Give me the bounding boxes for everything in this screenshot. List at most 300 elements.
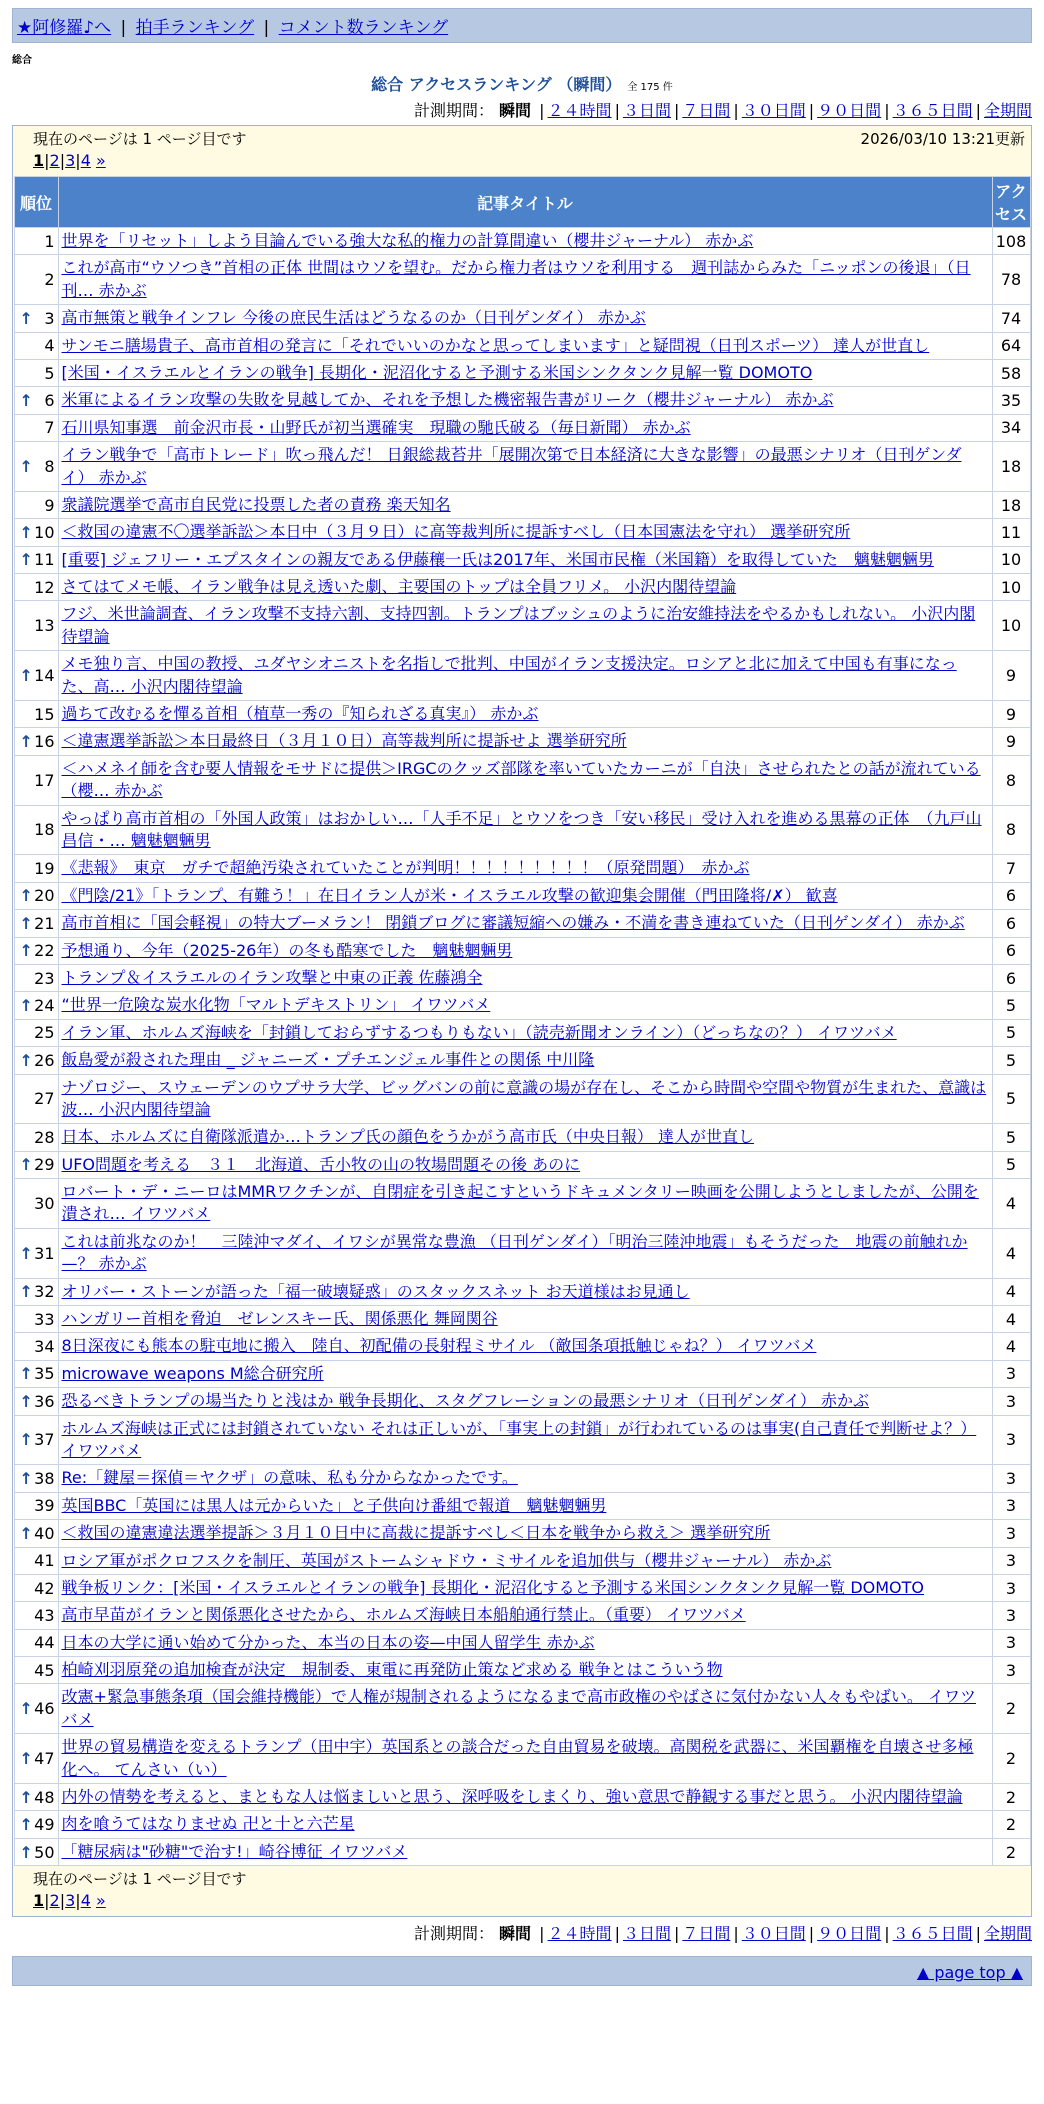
access-count: 58 [992,359,1030,386]
rank-number: 9 [44,495,55,515]
article-title-link[interactable]: 日本の大学に通い始めて分かった、本当の日本の姿—中国人留学生 赤かぶ [61,1632,595,1652]
table-row [14,1602,1030,1629]
title-cell [58,755,992,805]
period-link[interactable]: ７日間 [682,101,731,120]
rank-up-arrow-icon: ↑ [19,457,33,477]
access-count: 6 [992,882,1030,909]
period-current: 瞬間 [499,1924,532,1944]
pager-link[interactable]: 3 [65,151,76,170]
rank-up-arrow-icon: ↑ [19,1050,33,1070]
access-count: 108 [992,228,1030,255]
rank-up-arrow-icon: ↑ [19,886,33,906]
article-title-link[interactable]: ＜違憲選挙訴訟＞本日最終日（３月１０日）高等裁判所に提訴せよ 選挙研究所 [61,731,627,751]
article-title-link[interactable]: ＜救国の違憲違法選挙提訴＞３月１０日中に高裁に提訴すべし＜日本を戦争から救え＞ 選挙研究所 [61,1523,771,1543]
title-cell [58,1520,992,1547]
title-cell [58,882,992,909]
table-row [14,1684,1030,1734]
title-cell [58,305,992,332]
period-separator: | [614,1924,620,1944]
rank-number: 23 [34,968,55,988]
access-count: 3 [992,1657,1030,1684]
period-link[interactable]: ３日間 [622,1924,671,1944]
table-row [14,1179,1030,1229]
table-row [14,701,1030,728]
rank-up-arrow-icon: ↑ [19,913,33,933]
access-count: 3 [992,1547,1030,1574]
rank-cell [14,728,58,755]
page-info-text-bottom: 現在のページは 1 ページ目です [33,1870,247,1889]
access-count: 2 [992,1838,1030,1865]
period-separator: | [808,101,815,120]
pager-link[interactable]: 2 [49,1891,60,1911]
period-link[interactable]: 全期間 [983,1924,1032,1944]
article-title-link[interactable]: 内外の情勢を考えると、まともな人は悩ましいと思う、深呼吸をしまくり、強い意思で静観する事だと思う。 小沢内閣待望論 [61,1787,963,1807]
article-title-link[interactable]: イラン戦争で「高市トレード」吹っ飛んだ！ 日銀総裁苔井「展開次第で日本経済に大きな影響」の最悪シナリオ（日刊ゲンダイ） 赤かぶ [61,445,962,487]
rank-up-arrow-icon: ↑ [19,1815,33,1835]
article-title-link[interactable]: サンモニ膳場貴子、高市首相の発言に「それでいいのかなと思ってしまいます」と疑問視（日刊スポーツ） 達人が世直し [61,335,930,355]
rank-cell [14,387,58,414]
title-cell [58,601,992,651]
period-separator: | [733,101,739,120]
article-title-link[interactable]: さてはてメモ帳、イラン戦争は見え透いた劇、主要国のトップは全員フリメ。 小沢内閣待望論 [61,577,737,597]
title-cell [58,1811,992,1838]
rank-cell [14,1602,58,1629]
rank-number: 40 [34,1523,55,1543]
rank-up-arrow-icon: ↑ [19,996,33,1016]
rank-up-arrow-icon: ↑ [19,1391,33,1411]
rank-number: 44 [34,1633,55,1653]
rank-cell [14,1151,58,1178]
period-link[interactable]: ３６５日間 [892,101,973,120]
rank-number: 11 [34,550,55,570]
title-cell [58,1333,992,1360]
table-row [14,992,1030,1019]
rank-up-arrow-icon: ↑ [19,1364,33,1384]
title-cell [58,442,992,492]
period-link[interactable]: ７日間 [682,1924,731,1944]
period-link[interactable]: 全期間 [983,101,1032,120]
title-cell [58,1838,992,1865]
access-count: 5 [992,1074,1030,1124]
table-row [14,1306,1030,1333]
access-count: 3 [992,1602,1030,1629]
article-title-link[interactable]: ホルムズ海峡は正式には封鎖されていない それは正しいが、「事実上の封鎖」が行われているのは事実(自己責任で判断せよ？）イワツバメ [61,1418,977,1460]
rank-cell [14,332,58,359]
article-title-link[interactable]: Re:「鍵屋＝探偵＝ヤクザ」の意味、私も分からなかったです。 [61,1468,518,1488]
article-title-link[interactable]: やっぱり高市首相の「外国人政策」はおかしい…「人手不足」とウソをつき「安い移民」受け入れを進める黒幕の正体 （九戸山 昌信・… 魑魅魍魎男 [61,808,982,850]
article-title-link[interactable]: 飯島愛が殺された理由 _ ジャニーズ・プチエンジェル事件との関係 中川隆 [61,1050,595,1070]
home-link[interactable]: ★阿修羅♪へ [17,18,112,38]
article-title-link[interactable]: 8日深夜にも熊本の駐屯地に搬入 陸自、初配備の長射程ミサイル （敵国条項抵触じゃね？） イワツバメ [61,1336,817,1356]
period-link[interactable]: ９０日間 [817,101,882,120]
period-link[interactable]: ２４時間 [547,101,612,120]
page-info-bottom [13,1866,1031,1916]
article-title-link[interactable]: 戦争板リンク：[米国・イスラエルとイランの戦争] 長期化・泥沼化すると予測する米国シンクタンク見解一覧 DOMOTO [61,1577,924,1597]
pager-next-link[interactable]: » [95,1891,106,1911]
access-count: 34 [992,414,1030,441]
title-cell [58,1179,992,1229]
rank-up-arrow-icon: ↑ [19,1469,33,1489]
title-cell [58,519,992,546]
access-count: 5 [992,992,1030,1019]
title-cell [58,1360,992,1387]
ranking-table-body [14,228,1030,1866]
rank-number: 8 [44,457,55,477]
title-cell [58,414,992,441]
rank-number: 20 [34,886,55,906]
access-count: 3 [992,1492,1030,1519]
title-cell [58,1492,992,1519]
article-title-link[interactable]: ロバート・デ・ニーロはMMRワクチンが、自閉症を引き起こすというドキュメンタリー映画を公開しようとしましたが、公開を潰され… イワツバメ [61,1182,979,1224]
period-links [536,101,1032,120]
title-cell [58,937,992,964]
rank-cell [14,305,58,332]
article-title-link[interactable]: 高市早苗がイランと関係悪化させたから、ホルムズ海峡日本船舶通行禁止。（重要） イワツバメ [61,1605,746,1625]
title-cell [58,546,992,573]
rank-number: 13 [34,616,55,636]
rank-number: 2 [44,270,55,290]
period-separator: | [808,1924,815,1944]
rank-up-arrow-icon: ↑ [19,1430,33,1450]
period-selector-bottom [12,1921,1032,1944]
title-cell [58,1574,992,1601]
article-title-link[interactable]: 英国BBC「英国には黒人は元からいた」と子供向け番組で報道 魑魅魍魎男 [61,1495,607,1515]
period-link[interactable]: ３６５日間 [892,1924,973,1944]
rank-number: 29 [34,1155,55,1175]
table-row [14,1124,1030,1151]
period-selector [12,98,1032,121]
ranking-title: 総合 アクセスランキング （瞬間） [371,75,622,94]
table-row [14,1151,1030,1178]
rank-cell [14,1019,58,1046]
article-title-link[interactable]: 日本、ホルムズに自衛隊派遣か…トランプ氏の顔色をうかがう高市氏（中央日報） 達人が世直し [61,1127,754,1147]
title-cell [58,1228,992,1278]
pager-link[interactable]: 4 [80,1891,91,1911]
article-title-link[interactable]: UFO問題を考える ３１ 北海道、舌小牧の山の牧場問題その後 あのに [61,1154,581,1174]
article-title-link[interactable]: 《悲報》 東京 ガチで超絶汚染されていたことが判明！！！！！！！！！（原発問題） 赤かぶ [61,858,750,878]
table-row [14,1465,1030,1492]
article-title-link[interactable]: これが高市“ウソつき”首相の正体 世間はウソを望む。だから権力者はウソを利用する 週刊誌からみた「ニッポンの後退」（日刊… 赤かぶ [61,258,971,300]
rank-cell [14,255,58,305]
table-row [14,1228,1030,1278]
access-count: 9 [992,701,1030,728]
access-count: 5 [992,1151,1030,1178]
pager-link[interactable]: 3 [65,1891,76,1911]
ranking-box [12,125,1032,1917]
rank-number: 46 [34,1699,55,1719]
article-title-link[interactable]: 世界の貿易構造を変えるトランプ（田中宇）英国系との談合だった自由貿易を破壊。高関税を武器に、米国覇権を自壊させ多極化へ。 てんさい（い） [61,1737,974,1779]
table-row [14,442,1030,492]
access-count: 5 [992,1124,1030,1151]
rank-cell [14,1784,58,1811]
article-title-link[interactable]: 改憲+緊急事態条項（国会維持機能）で人権が規制されるようになるまで高市政権のやばさに気付かない人々もやばい。 イワツバメ [61,1687,976,1729]
article-title-link[interactable]: [重要] ジェフリー・エプスタインの親友である伊藤穰一氏は2017年、米国市民権（米国籍）を取得していた 魑魅魍魎男 [61,549,934,569]
rank-cell [14,228,58,255]
article-title-link[interactable]: 恐るべきトランプの場当たりと浅はか 戦争長期化、スタグフレーションの最悪シナリオ（日刊ゲンダイ） 赤かぶ [61,1391,869,1411]
ranking-table [14,176,1031,1866]
rank-cell [14,1306,58,1333]
rank-cell [14,855,58,882]
table-row [14,910,1030,937]
access-count: 2 [992,1811,1030,1838]
pager-separator: | [44,151,50,170]
title-cell [58,1547,992,1574]
access-count: 3 [992,1465,1030,1492]
rank-number: 41 [34,1551,55,1571]
title-cell [58,228,992,255]
access-count: 6 [992,937,1030,964]
article-title-link[interactable]: オリバー・ストーンが語った「福一破壊疑惑」のスタックスネット お天道様はお見通し [61,1281,690,1301]
table-row [14,882,1030,909]
nav-separator: | [263,18,270,38]
rank-up-arrow-icon: ↑ [19,1699,33,1719]
article-title-link[interactable]: “世界一危険な炭水化物「マルトデキストリン」 イワツバメ [61,995,491,1015]
rank-number: 28 [34,1127,55,1147]
top-nav-bar [12,8,1032,43]
rank-cell [14,1657,58,1684]
rank-number: 12 [34,577,55,597]
table-row [14,1019,1030,1046]
rank-cell [14,359,58,386]
page-info-text: 現在のページは 1 ページ目です [33,130,247,148]
access-count: 2 [992,1734,1030,1784]
title-cell [58,910,992,937]
rank-cell [14,1360,58,1387]
table-row [14,1388,1030,1415]
ranking-heading [12,72,1032,95]
article-title-link[interactable]: トランプ＆イスラエルのイラン攻撃と中東の正義 佐藤鴻全 [61,967,483,987]
page-info [13,126,1031,176]
article-title-link[interactable]: イラン軍、ホルムズ海峡を「封鎖しておらずするつもりもない」（読売新聞オンライン）（どっちなの？） イワツバメ [61,1022,897,1042]
page-top-link[interactable]: ▲ page top ▲ [916,1963,1023,1983]
title-cell [58,1074,992,1124]
table-row [14,1492,1030,1519]
article-title-link[interactable]: ＜救国の違憲不〇選挙訴訟＞本日中（３月９日）に高等裁判所に提訴すべし（日本国憲法を守れ） 選挙研究所 [61,522,851,542]
rank-number: 27 [34,1089,55,1109]
table-row [14,1657,1030,1684]
period-link[interactable]: ３０日間 [741,1924,806,1944]
title-cell [58,992,992,1019]
article-title-link[interactable]: 《門陰/21》「トランプ、有難う！」在日イラン人が米・イスラエル攻撃の歓迎集会開催（門田隆将/✗） 歓喜 [61,885,838,905]
period-separator: | [539,101,545,120]
rank-cell [14,755,58,805]
category-label: 総合 [12,55,32,66]
title-cell [58,1151,992,1178]
rank-number: 47 [34,1749,55,1769]
table-row [14,1333,1030,1360]
access-count: 8 [992,755,1030,805]
period-separator: | [975,101,981,120]
access-count: 6 [992,964,1030,991]
table-row [14,1047,1030,1074]
rank-cell [14,992,58,1019]
table-row [14,1811,1030,1838]
period-link[interactable]: ２４時間 [547,1924,612,1944]
article-title-link[interactable]: ＜ハメネイ師を含む要人情報をモサドに提供＞IRGCのクッズ部隊を率いていたカーニが「自決」させられたとの話が流れている（櫻… 赤かぶ [61,758,981,801]
table-row [14,728,1030,755]
period-link[interactable]: ３日間 [622,101,671,120]
access-count: 64 [992,332,1030,359]
rank-number: 37 [34,1430,55,1450]
article-title-link[interactable]: フジ、米世論調査、イラン攻撃不支持六割、支持四割。トランプはブッシュのように治安維持法をやるかもしれない。 小沢内閣待望論 [61,604,976,646]
article-title-link[interactable]: [米国・イスラエルとイランの戦争] 長期化・泥沼化すると予測する米国シンクタンク見解一覧 DOMOTO [61,362,813,382]
pager-separator: | [59,1891,66,1911]
rank-cell [14,1547,58,1574]
title-cell [58,255,992,305]
period-current: 瞬間 [499,101,532,120]
rank-up-arrow-icon: ↑ [19,391,33,411]
rank-number: 5 [44,363,55,383]
title-cell [58,651,992,701]
pager-current-page: 1 [33,1891,45,1911]
article-title-link[interactable]: 衆議院選挙で高市自民党に投票した者の責務 楽天知名 [61,494,451,514]
table-row [14,755,1030,805]
header-access: アクセス [992,177,1030,228]
nav-separator: | [120,18,127,38]
table-row [14,1547,1030,1574]
article-title-link[interactable]: 過ちて改むるを憚る首相（植草一秀の『知られざる真実』） 赤かぶ [61,704,539,724]
table-row [14,1278,1030,1305]
title-cell [58,964,992,991]
rank-up-arrow-icon: ↑ [19,522,33,542]
rank-number: 34 [34,1337,55,1357]
article-title-link[interactable]: 石川県知事選 前金沢市長・山野氏が初当選確実 現職の馳氏破る（毎日新聞） 赤かぶ [61,417,691,437]
title-cell [58,1684,992,1734]
rank-up-arrow-icon: ↑ [19,666,33,686]
pager-next-link[interactable]: » [95,151,106,170]
rank-number: 45 [34,1660,55,1680]
article-title-link[interactable]: 米軍によるイラン攻撃の失敗を見越してか、それを予想した機密報告書がリーク（櫻井ジャーナル） 赤かぶ [61,390,834,410]
article-title-link[interactable]: 高市無策と戦争インフレ 今後の庶民生活はどうなるのか（日刊ゲンダイ） 赤かぶ [61,308,646,328]
title-cell [58,1124,992,1151]
rank-number: 38 [34,1469,55,1489]
rank-up-arrow-icon: ↑ [19,1155,33,1175]
rank-cell [14,805,58,855]
title-cell [58,701,992,728]
comment-ranking-link[interactable]: コメント数ランキング [278,18,449,38]
table-row [14,387,1030,414]
article-title-link[interactable]: これは前兆なのか！ 三陸沖マダイ、イワシが異常な豊漁 （日刊ゲンダイ）「明治三陸沖地震」もそうだった 地震の前触れか—？ 赤かぶ [61,1231,968,1274]
table-row [14,332,1030,359]
access-count: 18 [992,442,1030,492]
rank-up-arrow-icon: ↑ [19,732,33,752]
rank-up-arrow-icon: ↑ [19,1523,33,1543]
table-row [14,1784,1030,1811]
rank-cell [14,651,58,701]
rank-number: 3 [44,308,55,328]
title-cell [58,1657,992,1684]
rank-number: 21 [34,913,55,933]
access-count: 9 [992,651,1030,701]
table-row [14,574,1030,601]
rank-cell [14,1684,58,1734]
rank-cell [14,414,58,441]
rank-cell [14,1629,58,1656]
rank-cell [14,1574,58,1601]
table-row [14,228,1030,255]
rank-up-arrow-icon: ↑ [19,550,33,570]
access-count: 4 [992,1333,1030,1360]
rank-cell [14,1278,58,1305]
title-cell [58,1019,992,1046]
rank-number: 36 [34,1391,55,1411]
article-title-link[interactable]: 「糖尿病は"砂糖"で治す!」崎谷博征 イワツバメ [61,1841,408,1861]
rank-cell [14,1520,58,1547]
pager-separator: | [75,151,81,170]
period-separator: | [673,101,680,120]
pager-current-page: 1 [33,151,45,170]
title-cell [58,1047,992,1074]
table-row [14,937,1030,964]
access-count: 8 [992,805,1030,855]
period-separator: | [539,1924,545,1944]
article-title-link[interactable]: 高市首相に「国会軽視」の特大ブーメラン！ 閉鎖ブログに審議短縮への嫌み・不満を書き連ねていた（日刊ゲンダイ） 赤かぶ [61,913,965,933]
rank-cell [14,882,58,909]
rank-cell [14,574,58,601]
article-title-link[interactable]: 予想通り、今年（2025-26年）の冬も酷寒でした 魑魅魍魎男 [61,940,513,960]
rank-number: 1 [44,231,55,251]
table-row [14,519,1030,546]
access-count: 4 [992,1306,1030,1333]
rank-number: 25 [34,1023,55,1043]
rank-up-arrow-icon: ↑ [19,308,33,328]
rank-number: 24 [34,996,55,1016]
table-row [14,805,1030,855]
rank-number: 19 [34,859,55,879]
title-cell [58,574,992,601]
title-cell [58,491,992,518]
pager-link[interactable]: 2 [49,151,60,170]
title-cell [58,855,992,882]
period-link[interactable]: ３０日間 [741,101,806,120]
article-title-link[interactable]: 柏崎刈羽原発の追加検査が決定 規制委、東電に再発防止策など求める 戦争とはこういう物 [61,1660,723,1680]
entry-count: 全 175 件 [627,82,673,93]
rank-cell [14,1074,58,1124]
rank-up-arrow-icon: ↑ [19,1787,33,1807]
table-row [14,855,1030,882]
table-row [14,1520,1030,1547]
rank-up-arrow-icon: ↑ [19,1243,33,1263]
access-count: 5 [992,1047,1030,1074]
article-title-link[interactable]: microwave weapons M総合研究所 [61,1363,324,1383]
rank-number: 42 [34,1578,55,1598]
article-title-link[interactable]: 肉を喰うてはなりませぬ 卍と十と六芒星 [61,1814,355,1834]
period-separator: | [884,101,890,120]
article-title-link[interactable]: 世界を「リセット」しよう目論んでいる強大な私的権力の計算間違い（櫻井ジャーナル） 赤かぶ [61,231,754,250]
article-title-link[interactable]: ハンガリー首相を脅迫 ゼレンスキー氏、関係悪化 舞岡関谷 [61,1309,498,1329]
table-row [14,255,1030,305]
title-cell [58,1278,992,1305]
article-title-link[interactable]: ナゾロジー、スウェーデンのウプサラ大学、ビッグバンの前に意識の場が存在し、そこから時間や空間や物質が生まれた、意識は波… 小沢内閣待望論 [61,1077,987,1119]
article-title-link[interactable]: ロシア軍がポクロフスクを制圧、英国がストームシャドウ・ミサイルを追加供与（櫻井ジャーナル） 赤かぶ [61,1550,832,1570]
rank-number: 6 [44,391,55,411]
title-cell [58,332,992,359]
rank-number: 4 [44,336,55,356]
rank-cell [14,964,58,991]
rank-number: 26 [34,1050,55,1070]
article-title-link[interactable]: メモ独り言、中国の教授、ユダヤシオニストを名指しで批判、中国がイラン支援決定。ロシアと北に加えて中国も有事になった、高… 小沢内閣待望論 [61,654,957,696]
clap-ranking-link[interactable]: 拍手ランキング [135,18,255,38]
period-label: 計測期間： [413,101,494,120]
rank-number: 48 [34,1787,55,1807]
pager-link[interactable]: 4 [80,151,91,170]
table-row [14,651,1030,701]
rank-number: 31 [34,1243,55,1263]
period-link[interactable]: ９０日間 [817,1924,882,1944]
period-separator: | [614,101,620,120]
rank-up-arrow-icon: ↑ [19,1749,33,1769]
rank-number: 22 [34,941,55,961]
